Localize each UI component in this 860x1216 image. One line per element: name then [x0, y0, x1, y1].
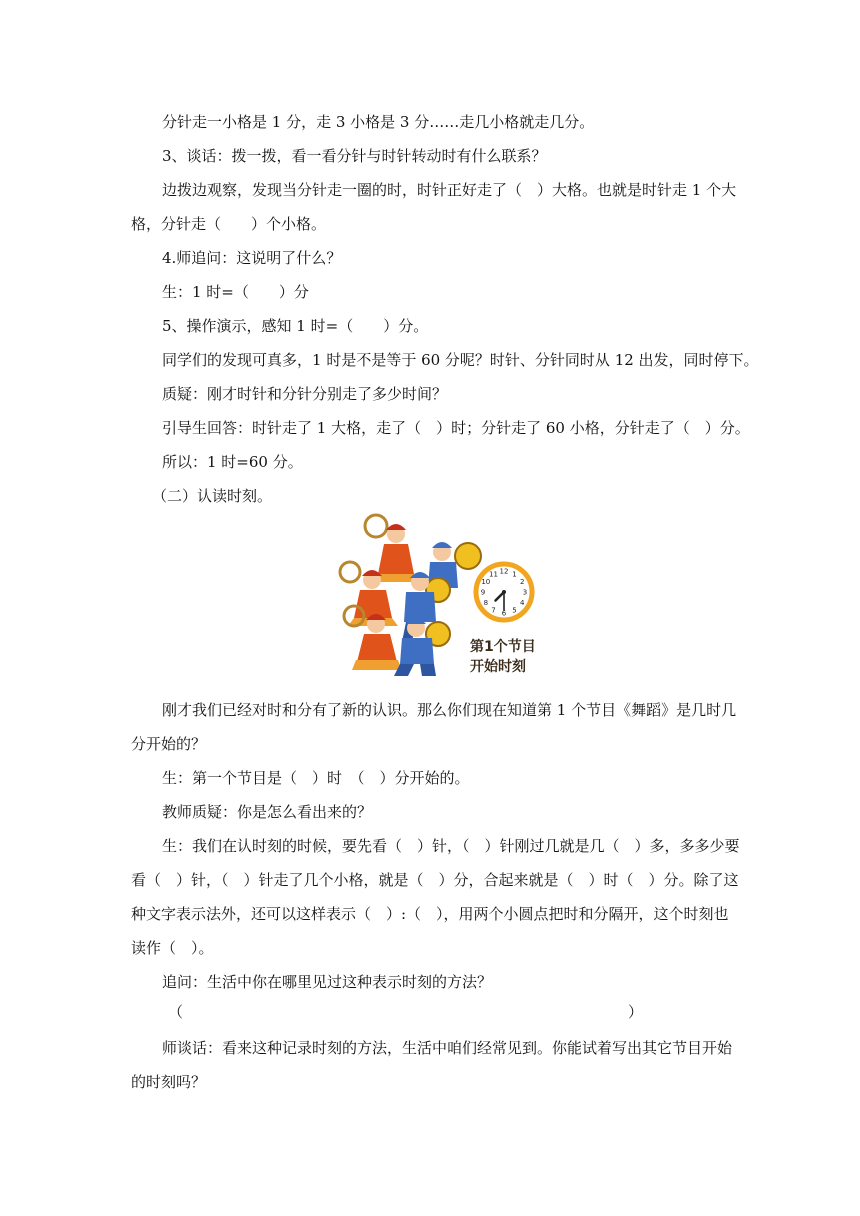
text-line: 读作（ ）。	[131, 939, 214, 957]
dance-performers-clock-illustration	[336, 512, 542, 678]
clock-number: 3	[522, 588, 528, 597]
text-line: 看（ ）针，（ ）针走了几个小格，就是（ ）分，合起来就是（ ）时（ ）分。除了这	[131, 871, 739, 889]
text-line: 师谈话：看来这种记录时刻的方法，生活中咱们经常见到。你能试着写出其它节目开始	[162, 1039, 733, 1057]
text-line: 的时刻吗？	[131, 1073, 207, 1091]
figure-caption-line2: 开始时刻	[470, 659, 526, 675]
drummer-boy-bottom	[394, 618, 450, 676]
text-line: 分开始的？	[131, 735, 207, 753]
text-line: 生：第一个节目是（ ）时 （ ）分开始的。	[162, 769, 470, 787]
clock-number: 1	[512, 570, 517, 579]
answer-blank-open: （	[168, 1003, 184, 1021]
performers-illustration	[340, 515, 481, 676]
text-line: 追问：生活中你在哪里见过这种表示时刻的方法？	[162, 973, 493, 991]
text-line: 教师质疑：你是怎么看出来的？	[162, 803, 373, 821]
clock-number: 11	[489, 570, 498, 579]
text-line: 格，分针走（ ）个小格。	[131, 215, 327, 233]
text-line: 3、谈话：拨一拨，看一看分针与时针转动时有什么联系？	[162, 147, 547, 165]
clock-number: 6	[501, 609, 507, 618]
section-heading: （二）认读时刻。	[152, 487, 273, 505]
text-line: 分针走一小格是 1 分，走 3 小格是 3 分……走几小格就走几分。	[162, 113, 595, 131]
answer-blank-close: ）	[628, 1003, 644, 1021]
clock-number: 5	[512, 606, 517, 615]
clock-number: 10	[481, 578, 491, 586]
text-line: 生：我们在认时刻的时候，要先看（ ）针，（ ）针刚过几就是几（ ）多，多多少要	[162, 837, 740, 855]
clock-number: 4	[519, 599, 525, 607]
text-line: 刚才我们已经对时和分有了新的认识。那么你们现在知道第 1 个节目《舞蹈》是几时几	[162, 701, 737, 719]
text-line: 4.师追问：这说明了什么？	[162, 249, 342, 267]
text-line: 质疑：刚才时针和分针分别走了多少时间？	[162, 385, 448, 403]
clock-number: 8	[483, 599, 489, 607]
text-line: 种文字表示法外，还可以这样表示（ ）:（ ），用两个小圆点把时和分隔开，这个时刻也	[131, 905, 729, 923]
text-line: 5、操作演示，感知 1 时=（ ）分。	[162, 317, 429, 335]
clock-center	[502, 590, 506, 594]
clock-number: 9	[480, 588, 486, 597]
clock	[476, 564, 532, 620]
text-line: 边拨边观察，发现当分针走一圈的时，时针正好走了（ ）大格。也就是时针走 1 个大	[162, 181, 737, 199]
figure-caption-line1: 第1个节目	[470, 639, 536, 655]
clock-number: 2	[519, 578, 525, 586]
text-line: 生：1 时=（ ）分	[162, 283, 309, 301]
dancer-girl-bottom	[344, 606, 402, 670]
text-line: 引导生回答：时针走了 1 大格，走了（ ）时；分针走了 60 小格，分针走了（ ）分。	[162, 419, 750, 437]
clock-number: 12	[499, 567, 509, 576]
clock-number: 7	[491, 606, 496, 615]
text-line: 同学们的发现可真多，1 时是不是等于 60 分呢？时针、分针同时从 12 出发，同时停下。	[162, 351, 759, 369]
text-line: 所以：1 时=60 分。	[162, 453, 303, 471]
